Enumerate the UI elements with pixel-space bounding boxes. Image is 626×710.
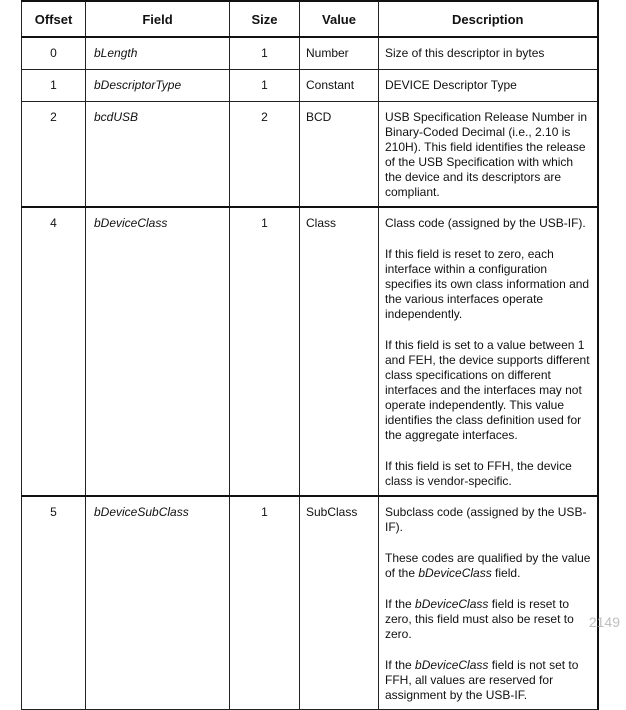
cell-description: Class code (assigned by the USB-IF). If this field is reset to zero, each interface within a configuration specifies its own class information and the various interfaces operate independently. If this field is set to a value between 1 and FEH, the device supports different class specifications on different interfaces and the interfaces may not operate independently. This value identifies the class definition used for the aggregate interfaces. If this field is set to FFH, the device class is vendor-specific.	[379, 207, 598, 496]
cell-offset: 0	[22, 37, 86, 69]
table-header-row	[22, 1, 598, 37]
cell-description: USB Specification Release Number in Binary-Coded Decimal (i.e., 2.10 is 210H). This field identifies the release of the USB Specification with which the device and its descriptors are compliant.	[379, 101, 598, 207]
cell-description: Subclass code (assigned by the USB-IF). These codes are qualified by the value of the bDeviceClass field. If the bDeviceClass field is reset to zero, this field must also be reset to zero. If the bDeviceClass field is not set to FFH, all values are reserved for assignment by the USB-IF.	[379, 496, 598, 710]
cell-size: 2	[230, 101, 300, 207]
cell-field: bcdUSB	[86, 101, 230, 207]
cell-value: Constant	[300, 69, 379, 101]
cell-size: 1	[230, 37, 300, 69]
cell-size: 1	[230, 496, 300, 710]
cell-field: bDeviceSubClass	[86, 496, 230, 710]
cell-offset: 2	[22, 101, 86, 207]
cell-value: Number	[300, 37, 379, 69]
cell-offset: 1	[22, 69, 86, 101]
header-description: Description	[379, 1, 598, 37]
cell-field: bDescriptorType	[86, 69, 230, 101]
cell-value: Class	[300, 207, 379, 496]
header-size: Size	[230, 1, 300, 37]
cell-offset: 4	[22, 207, 86, 496]
usb-device-descriptor-table-wrapper	[21, 0, 597, 702]
table-row	[22, 496, 598, 710]
cell-value: SubClass	[300, 496, 379, 710]
cell-size: 1	[230, 69, 300, 101]
cell-offset: 5	[22, 496, 86, 710]
header-field: Field	[86, 1, 230, 37]
table-row	[22, 207, 598, 496]
header-value: Value	[300, 1, 379, 37]
table-row	[22, 69, 598, 101]
header-offset: Offset	[22, 1, 86, 37]
watermark: 2149	[588, 614, 620, 630]
usb-device-descriptor-table	[21, 0, 599, 710]
table-row	[22, 37, 598, 69]
cell-description: DEVICE Descriptor Type	[379, 69, 598, 101]
cell-field: bLength	[86, 37, 230, 69]
cell-value: BCD	[300, 101, 379, 207]
cell-size: 1	[230, 207, 300, 496]
cell-field: bDeviceClass	[86, 207, 230, 496]
cell-description: Size of this descriptor in bytes	[379, 37, 598, 69]
table-row	[22, 101, 598, 207]
